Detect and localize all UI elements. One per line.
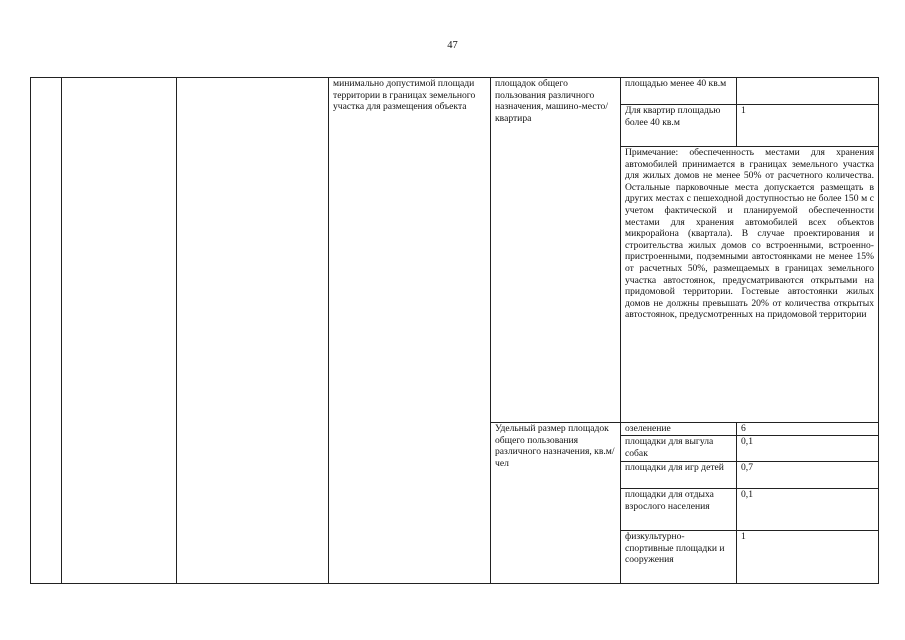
row-value-cell: 0,7 [737,462,879,489]
table-cell-empty [62,78,177,584]
row-name-cell: площадки для отдыха взрослого населения [621,489,737,531]
table-row [31,78,879,105]
table-cell-empty [31,78,62,584]
row-name-cell: площадки для игр детей [621,462,737,489]
row-name-cell: Для квартир площадью более 40 кв.м [621,105,737,147]
parking-group-label: площадок общего пользования различного назначения, машино-место/квартира [491,78,621,423]
row-value-cell: 1 [737,105,879,147]
row-name-cell: площадью менее 40 кв.м [621,78,737,105]
row-value-cell: 1 [737,531,879,584]
regulation-table [30,77,879,584]
row-value-cell [737,78,879,105]
row-name-cell: физкультурно-спортивные площадки и сооружения [621,531,737,584]
row-value-cell: 6 [737,423,879,436]
parking-note: Примечание: обеспеченность местами для хранения автомобилей принимается в границах земельного участка для жилых домов не менее 50% от расчетного количества. Остальные парковочные места допускается размещать в других местах с пешеходной доступностью не более 150 м с учетом фактической и планируемой обеспеченности местами для хранения автомобилей всех объектов микрорайона (квартала). В случае проектирования и строительства жилых домов со встроенными, встроенно-пристроенными, подземными автостоянками не менее 15% от расчетных 50%, размещаемых в границах земельного участка автостоянок, предусматриваются открытыми на придомовой территории. Гостевые автостоянки жилых домов не должны превышать 20% от количества открытых автостоянок, предусмотренных на придомовой территории [621,147,879,423]
row-value-cell: 0,1 [737,436,879,462]
page-number: 47 [447,40,458,51]
row-value-cell: 0,1 [737,489,879,531]
row-name-cell: площадки для выгула собак [621,436,737,462]
table-cell-empty [177,78,329,584]
row-name-cell: озеленение [621,423,737,436]
min-area-text-cell: минимально допустимой площади территории в границах земельного участка для размещения объекта [329,78,491,584]
playground-group-label: Удельный размер площадок общего пользования различного назначения, кв.м/чел [491,423,621,584]
